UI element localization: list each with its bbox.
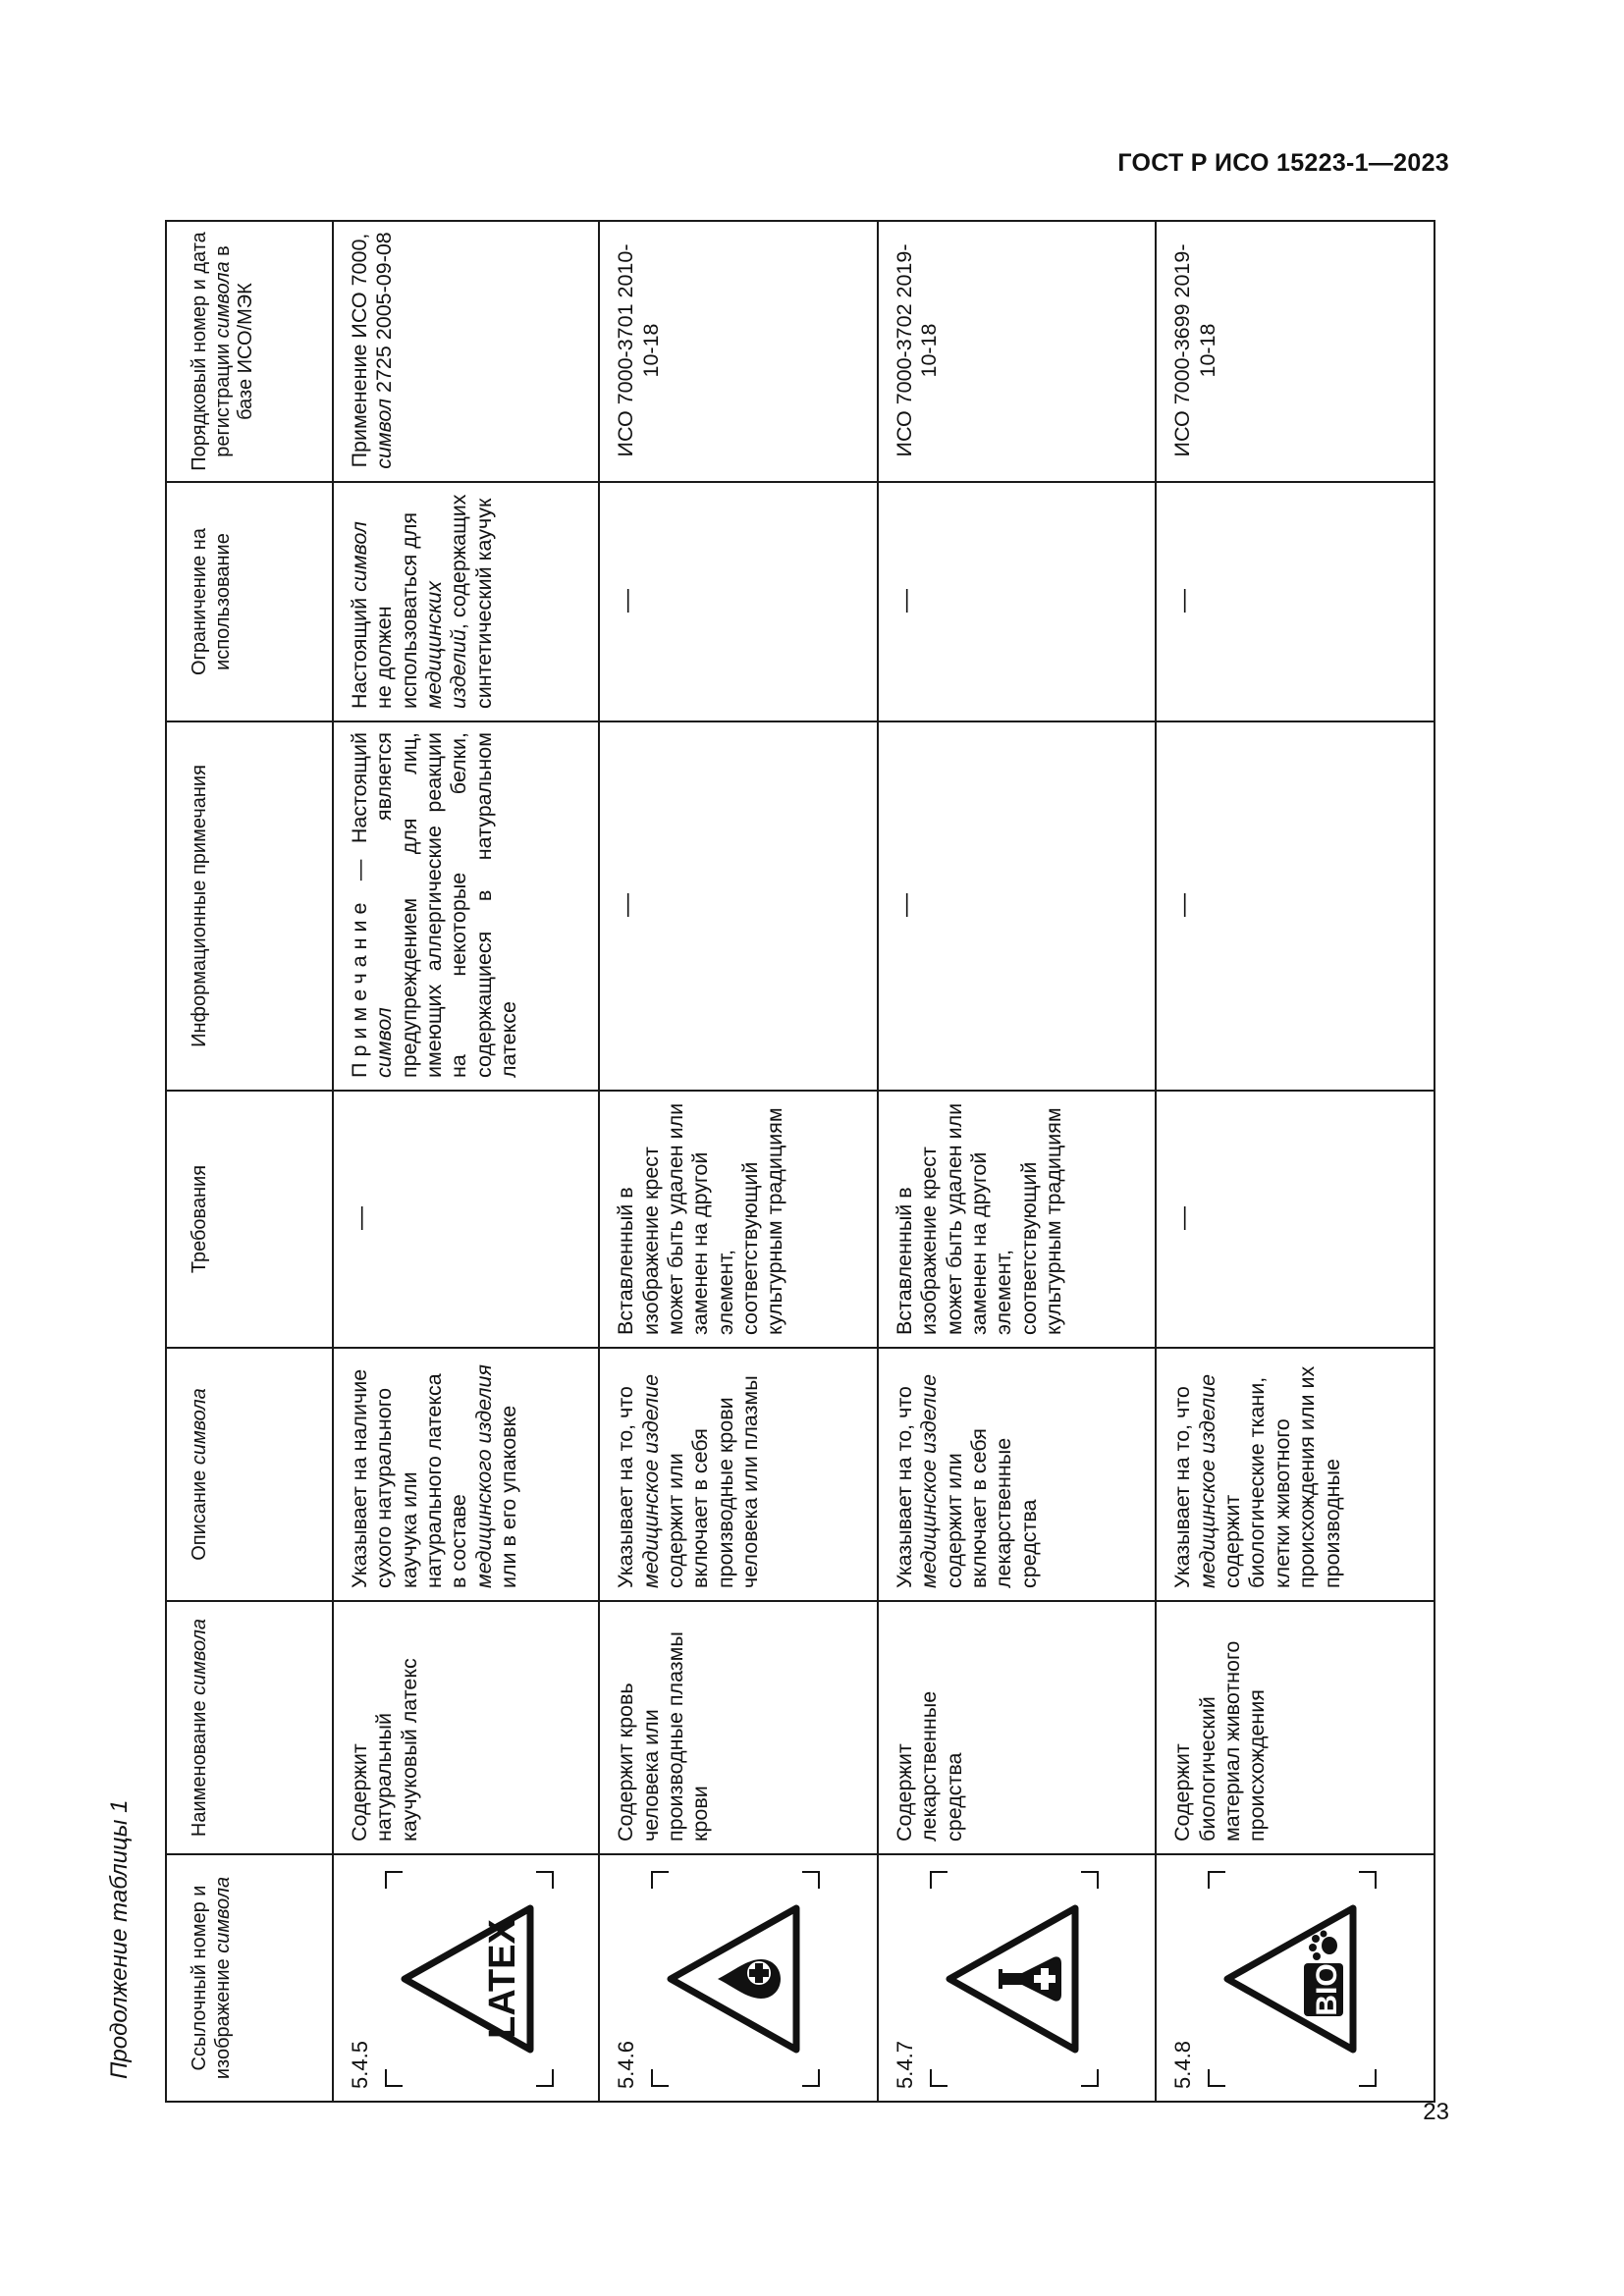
symbols-table bbox=[165, 220, 1435, 2103]
registration-cell: ИСО 7000-3699 2019-10-18 bbox=[1156, 221, 1435, 482]
latex-symbol-text: LATEX bbox=[482, 1919, 523, 2039]
bio-paw-icon bbox=[1219, 1902, 1361, 2056]
restriction-cell: — bbox=[599, 482, 878, 721]
table-row bbox=[878, 221, 1157, 2102]
latex-triangle-icon bbox=[397, 1902, 538, 2056]
requirements-cell: — bbox=[333, 1091, 599, 1348]
name-cell: Содержит лекарственные средства bbox=[878, 1601, 1157, 1854]
description-cell: Указывает на то, что медицинское изделие содержит биологические ткани, клетки животного происхождения или их производные bbox=[1156, 1348, 1435, 1601]
blood-symbol bbox=[651, 1871, 820, 2087]
document-code: ГОСТ Р ИСО 15223-1—2023 bbox=[1117, 149, 1449, 177]
page-number: 23 bbox=[1423, 2099, 1449, 2125]
medicine-symbol bbox=[930, 1871, 1099, 2087]
description-cell: Указывает на то, что медицинское изделие содержит или включает в себя производные крови человека или плазмы bbox=[599, 1348, 878, 1601]
blood-drop-icon bbox=[663, 1902, 804, 2056]
ref-cell bbox=[599, 1854, 878, 2102]
restriction-cell: — bbox=[878, 482, 1157, 721]
name-cell: Содержит натуральный каучуковый латекс bbox=[333, 1601, 599, 1854]
table-header-row bbox=[166, 221, 333, 2102]
header-name: Наименование символа bbox=[166, 1601, 333, 1854]
header-requirements: Требования bbox=[166, 1091, 333, 1348]
rotated-table-container bbox=[165, 222, 1435, 2103]
description-cell: Указывает на то, что медицинское изделие содержит или включает в себя лекарственные средства bbox=[878, 1348, 1157, 1601]
bio-symbol-text: BIO bbox=[1311, 1963, 1344, 2016]
requirements-cell: Вставленный в изображение крест может быть удален или заменен на другой элемент, соответствующий культурным традициям bbox=[599, 1091, 878, 1348]
header-registration: Порядковый номер и дата регистрации символа в базе ИСО/МЭК bbox=[166, 221, 333, 482]
notes-cell: Примечание — Настоящий символ является предупреждением для лиц, имеющих аллергические реакции на некоторые белки, содержащиеся в натуральном латексе bbox=[333, 721, 599, 1091]
bio-symbol bbox=[1208, 1871, 1377, 2087]
name-cell: Содержит кровь человека или производные плазмы крови bbox=[599, 1601, 878, 1854]
requirements-cell: Вставленный в изображение крест может быть удален или заменен на другой элемент, соответствующий культурным традициям bbox=[878, 1091, 1157, 1348]
table-row bbox=[333, 221, 599, 2102]
ref-cell bbox=[878, 1854, 1157, 2102]
restriction-cell: Настоящий символ не должен использоваться для медицинских изделий, содержащих синтетический каучук bbox=[333, 482, 599, 721]
ref-number: 5.4.8 bbox=[1170, 2041, 1196, 2089]
registration-cell: ИСО 7000-3702 2019-10-18 bbox=[878, 221, 1157, 482]
notes-cell: — bbox=[878, 721, 1157, 1091]
ref-number: 5.4.7 bbox=[892, 2041, 917, 2089]
description-cell: Указывает на наличие сухого натурального каучука или натурального латекса в составе медицинского изделия или в его упаковке bbox=[333, 1348, 599, 1601]
ref-cell bbox=[333, 1854, 599, 2102]
ref-number: 5.4.5 bbox=[348, 2041, 372, 2089]
name-cell: Содержит биологический материал животного происхождения bbox=[1156, 1601, 1435, 1854]
header-description: Описание символа bbox=[166, 1348, 333, 1601]
table-row bbox=[1156, 221, 1435, 2102]
header-ref: Ссылочный номер и изображение символа bbox=[166, 1854, 333, 2102]
notes-cell: — bbox=[1156, 721, 1435, 1091]
restriction-cell: — bbox=[1156, 482, 1435, 721]
registration-cell: Применение ИСО 7000, символ 2725 2005-09-08 bbox=[333, 221, 599, 482]
notes-cell: — bbox=[599, 721, 878, 1091]
latex-symbol bbox=[385, 1871, 554, 2087]
ref-cell bbox=[1156, 1854, 1435, 2102]
registration-cell: ИСО 7000-3701 2010-10-18 bbox=[599, 221, 878, 482]
header-notes: Информационные примечания bbox=[166, 721, 333, 1091]
table-row bbox=[599, 221, 878, 2102]
requirements-cell: — bbox=[1156, 1091, 1435, 1348]
header-restriction: Ограничение на использование bbox=[166, 482, 333, 721]
ref-number: 5.4.6 bbox=[614, 2041, 639, 2089]
flask-medicine-icon bbox=[942, 1902, 1083, 2056]
table-caption: Продолжение таблицы 1 bbox=[106, 1799, 133, 2079]
